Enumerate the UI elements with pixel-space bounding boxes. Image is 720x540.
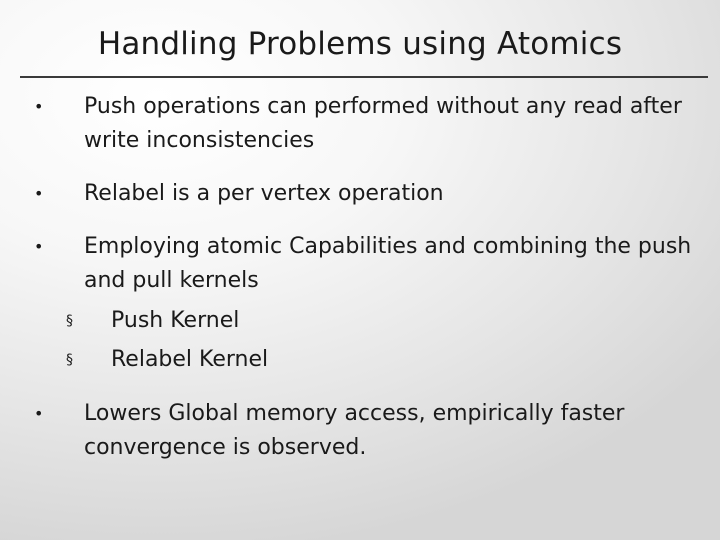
sub-bullet-marker-1: § — [66, 313, 73, 329]
sub-bullet-item-2: Relabel Kernel — [111, 347, 269, 372]
bullet-marker-1: • — [34, 97, 44, 116]
bullet-item-4: Lowers Global memory access, empirically faster convergence is observed. — [84, 401, 625, 460]
sub-bullet-marker-2: § — [66, 352, 73, 368]
bullet-marker-3: • — [34, 237, 44, 256]
bullet-item-2: Relabel is a per vertex operation — [84, 181, 444, 206]
bullet-marker-2: • — [34, 184, 44, 203]
bullet-item-3: Employing atomic Capabilities and combining the push and pull kernels — [84, 234, 692, 293]
bullet-marker-4: • — [34, 404, 44, 423]
bullet-item-1: Push operations can performed without any read after write inconsistencies — [84, 94, 682, 153]
title-divider — [20, 76, 708, 78]
slide-title: Handling Problems using Atomics — [97, 26, 623, 62]
sub-bullet-item-1: Push Kernel — [111, 308, 240, 333]
